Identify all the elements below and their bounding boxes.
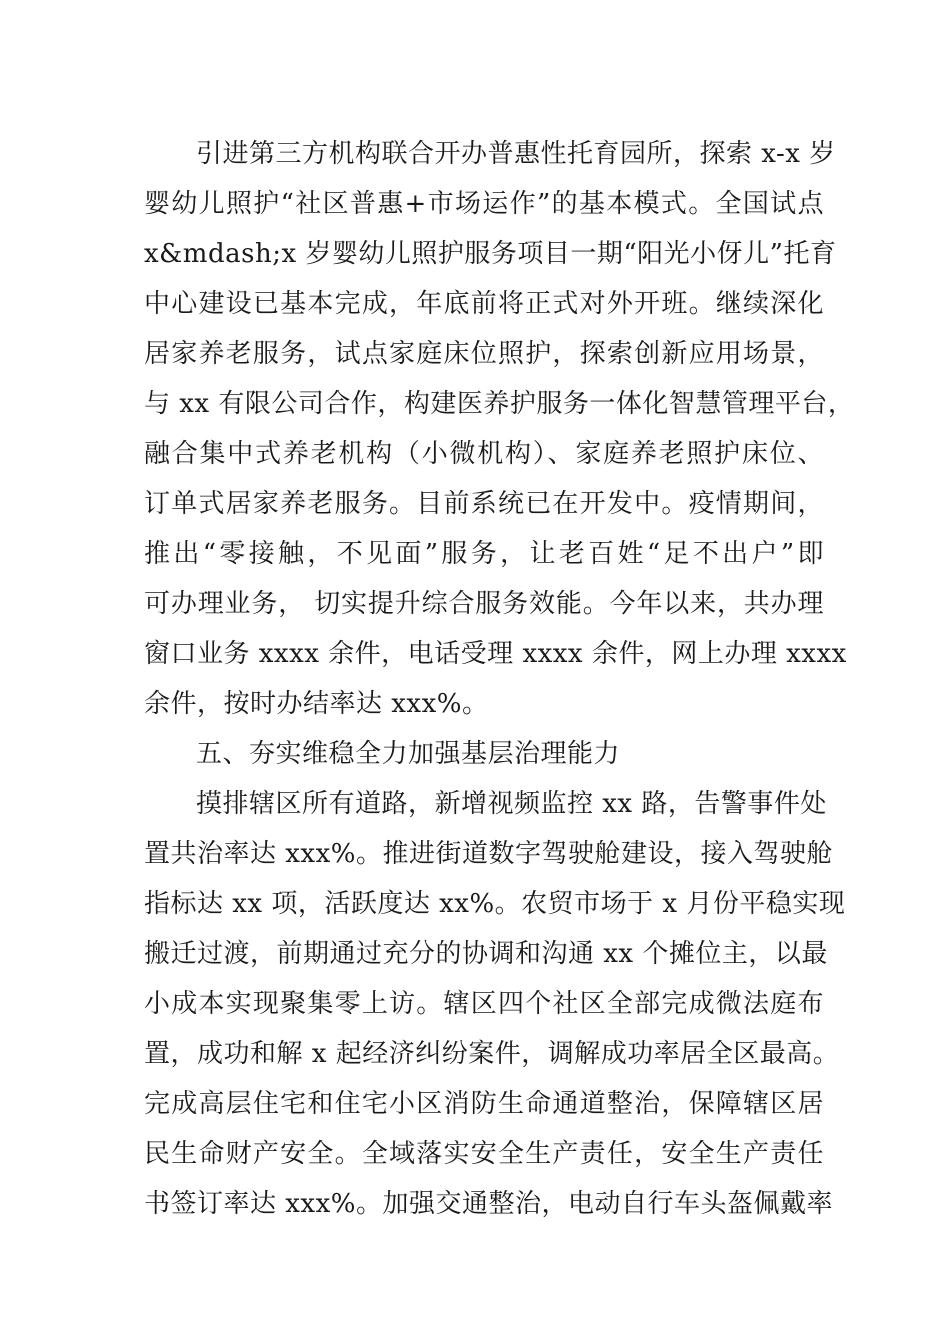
paragraph-line: 置，成功和解 x 起经济纠纷案件，调解成功率居全区最高。 xyxy=(144,1039,840,1069)
paragraph-line: x&mdash;x 岁婴幼儿照护服务项目一期“阳光小伢儿”托育 xyxy=(144,239,837,269)
paragraph-line: 完成高层住宅和住宅小区消防生命通道整治，保障辖区居 xyxy=(144,1089,824,1119)
paragraph-line: 融合集中式养老机构（小微机构）、家庭养老照护床位、 xyxy=(144,439,824,469)
paragraph-line: 窗口业务 xxxx 余件，电话受理 xxxx 余件，网上办理 xxxx xyxy=(144,639,847,669)
paragraph-line: 订单式居家养老服务。目前系统已在开发中。疫情期间， xyxy=(144,489,824,519)
paragraph-line: 推出“零接触，不见面”服务，让老百姓“足不出户”即 xyxy=(144,539,824,569)
paragraph-line: 余件，按时办结率达 xxx%。 xyxy=(144,689,489,719)
paragraph-line: 婴幼儿照护“社区普惠+市场运作”的基本模式。全国试点 xyxy=(144,189,824,219)
paragraph-line: 与 xx 有限公司合作，构建医养护服务一体化智慧管理平台， xyxy=(144,389,855,419)
paragraph-line: 摸排辖区所有道路，新增视频监控 xx 路，告警事件处 xyxy=(196,789,827,819)
paragraph-line: 指标达 xx 项，活跃度达 xx%。农贸市场于 x 月份平稳实现 xyxy=(144,889,846,919)
paragraph-line: 搬迁过渡，前期通过充分的协调和沟通 xx 个摊位主，以最 xyxy=(144,939,828,969)
paragraph-line: 可办理业务， 切实提升综合服务效能。今年以来，共办理 xyxy=(144,589,824,619)
paragraph-line: 民生命财产安全。全域落实安全生产责任，安全生产责任 xyxy=(144,1139,824,1169)
section-heading: 五、夯实维稳全力加强基层治理能力 xyxy=(196,739,621,769)
paragraph-line: 中心建设已基本完成，年底前将正式对外开班。继续深化 xyxy=(144,289,824,319)
paragraph-line: 引进第三方机构联合开办普惠性托育园所，探索 x-x 岁 xyxy=(196,139,836,169)
paragraph-line: 居家养老服务，试点家庭床位照护，探索创新应用场景， xyxy=(144,339,824,369)
paragraph-line: 小成本实现聚集零上访。辖区四个社区全部完成微法庭布 xyxy=(144,989,824,1019)
paragraph-line: 书签订率达 xxx%。加强交通整治，电动自行车头盔佩戴率 xyxy=(144,1189,833,1219)
paragraph-line: 置共治率达 xxx%。推进街道数字驾驶舱建设，接入驾驶舱 xyxy=(144,839,833,869)
